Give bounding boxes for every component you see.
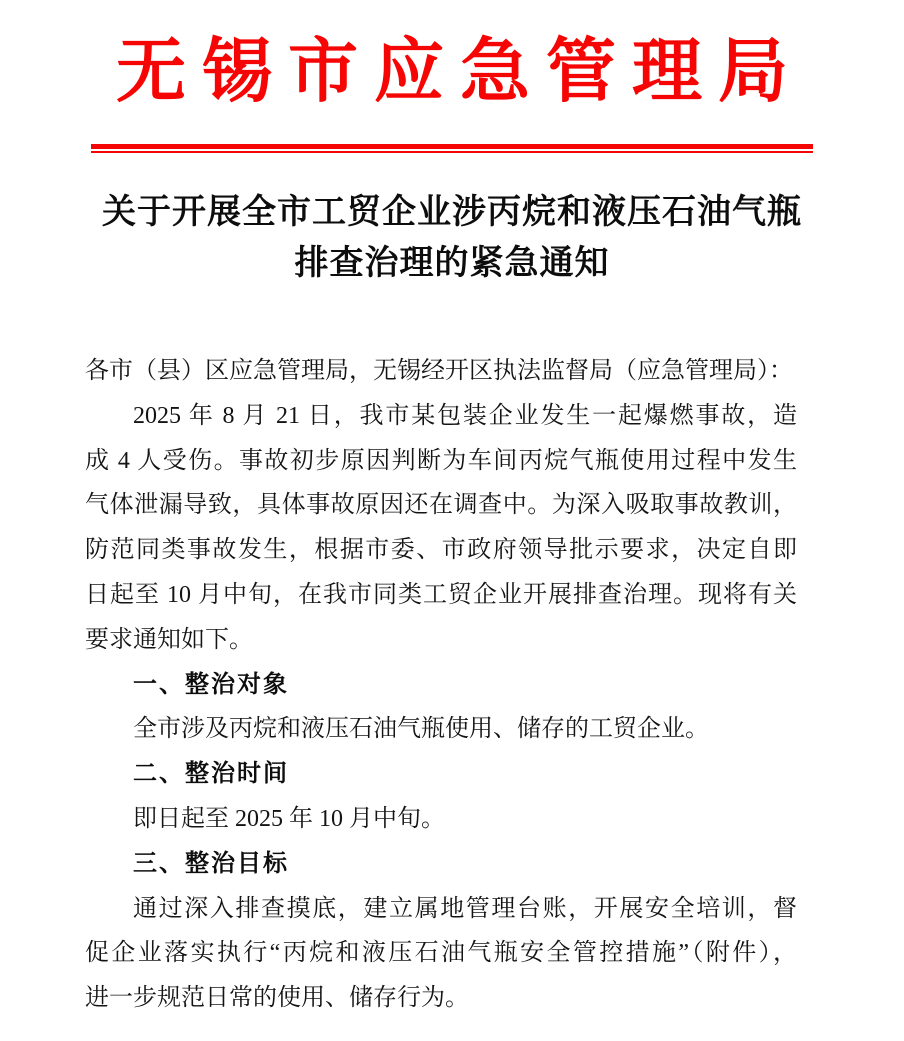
body-line: 全市涉及丙烷和液压石油气瓶使用、储存的工贸企业。 (133, 716, 709, 743)
document-body (85, 349, 797, 1021)
body-line: 要求通知如下。 (85, 626, 253, 653)
letterhead-agency-name: 无锡市应急管理局 (116, 34, 804, 111)
body-line: 气体泄漏导致，具体事故原因还在调查中。为深入吸取事故教训， (85, 492, 797, 519)
section-heading: 一、整治对象 (133, 670, 289, 698)
body-line: 2025 年 8 月 21 日，我市某包装企业发生一起爆燃事故，造 (133, 402, 797, 429)
section-heading: 二、整治时间 (133, 760, 289, 788)
document-title-line2: 排查治理的紧急通知 (294, 245, 610, 282)
body-line: 各市（县）区应急管理局，无锡经开区执法监督局（应急管理局）： (85, 358, 793, 384)
body-line: 进一步规范日常的使用、储存行为。 (85, 985, 469, 1012)
body-line: 成 4 人受伤。事故初步原因判断为车间丙烷气瓶使用过程中发生 (85, 447, 797, 474)
section-heading: 三、整治目标 (133, 849, 289, 877)
document-title (0, 187, 904, 289)
red-divider-line (91, 144, 813, 153)
body-line: 通过深入排查摸底，建立属地管理台账，开展安全培训，督 (133, 895, 797, 922)
body-line: 即日起至 2025 年 10 月中旬。 (133, 805, 445, 832)
body-line: 防范同类事故发生，根据市委、市政府领导批示要求，决定自即 (85, 537, 797, 564)
body-line: 促企业落实执行“丙烷和液压石油气瓶安全管控措施”（附件）， (85, 940, 797, 967)
document-title-line1: 关于开展全市工贸企业涉丙烷和液压石油气瓶 (102, 194, 802, 231)
body-line: 日起至 10 月中旬，在我市同类工贸企业开展排查治理。现将有关 (85, 581, 797, 608)
